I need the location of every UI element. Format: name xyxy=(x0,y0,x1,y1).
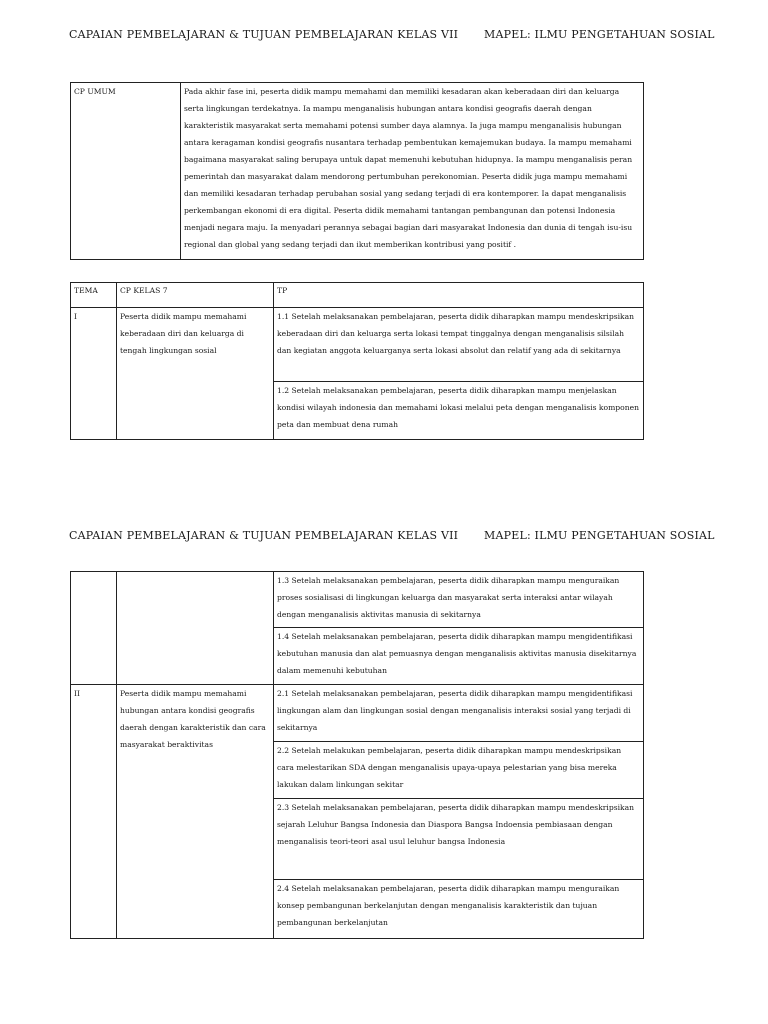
cp-cell-empty xyxy=(117,572,274,685)
cp-cell: Peserta didik mampu memahami hubungan antara kondisi geografis daerah dengan karakteristik dan cara masyarakat beraktivitas xyxy=(117,685,274,939)
cp-umum-label: CP UMUM xyxy=(71,83,181,260)
document-title: CAPAIAN PEMBELAJARAN & TUJUAN PEMBELAJARAN KELAS VII xyxy=(69,28,459,41)
tp-cell: 1.4 Setelah melaksanakan pembelajaran, peserta didik diharapkan mampu mengidentifikasi kebutuhan manusia dan alat pemuasnya dengan menganalisis aktivitas manusia disekitarnya dalam memenuhi kebutuhan xyxy=(274,628,644,685)
header-tp: TP xyxy=(274,283,644,308)
table-row xyxy=(71,572,644,628)
tp-cell: 2.3 Setelah melaksanakan pembelajaran, peserta didik diharapkan mampu mendeskripsikan sejarah Leluhur Bangsa Indonesia dan Diaspora Bangsa Indoensia pembiasaan dengan menganalisis teori-teori asal usul leluhur bangsa Indonesia xyxy=(274,799,644,880)
header-tema: TEMA xyxy=(71,283,117,308)
cp-umum-table xyxy=(70,82,644,260)
tema-table-page1 xyxy=(70,282,644,440)
subject-label: MAPEL: ILMU PENGETAHUAN SOSIAL xyxy=(484,28,715,41)
cp-umum-text: Pada akhir fase ini, peserta didik mampu memahami dan memiliki kesadaran akan keberadaan diri dan keluarga serta lingkungan terdekatnya. Ia mampu menganalisis hubungan antara kondisi geografis daerah dengan karakteristik masyarakat serta memahami potensi sumber daya alamnya. Ia juga mampu menganalisis hubungan antara keragaman kondisi geografis nusantara terhadap pembentukan kemajemukan budaya. Ia mampu memahami bagaimana masyarakat saling berupaya untuk dapat memenuhi kebutuhan hidupnya. Ia mampu menganalisis peran pemerintah dan masyarakat dalam mendorong pertumbuhan perekonomian. Peserta didik juga mampu memahami dan memiliki kesadaran terhadap perubahan sosial yang sedang terjadi di era kontemporer. Ia dapat menganalisis perkembangan ekonomi di era digital. Peserta didik memahami tantangan pembangunan dan potensi Indonesia menjadi negara maju. Ia menyadari perannya sebagai bagian dari masyarakat Indonesia dan dunia di tengah isu-isu regional dan global yang sedang terjadi dan ikut memberikan kontribusi yang positif . xyxy=(181,83,644,260)
document-title: CAPAIAN PEMBELAJARAN & TUJUAN PEMBELAJARAN KELAS VII xyxy=(69,529,459,542)
tema-table-page2 xyxy=(70,571,644,939)
tp-cell: 1.2 Setelah melaksanakan pembelajaran, peserta didik diharapkan mampu menjelaskan kondisi wilayah indonesia dan memahami lokasi melalui peta dengan menganalisis komponen peta dan membuat dena rumah xyxy=(274,382,644,440)
header-cp: CP KELAS 7 xyxy=(117,283,274,308)
tp-cell: 2.4 Setelah melaksanakan pembelajaran, peserta didik diharapkan mampu menguraikan konsep pembangunan berkelanjutan dengan menganalisis karakteristik dan tujuan pembangunan berkelanjutan xyxy=(274,880,644,939)
tema-cell: II xyxy=(71,685,117,939)
tema-cell-empty xyxy=(71,572,117,685)
table-row xyxy=(71,685,644,742)
table-row xyxy=(71,83,644,260)
table-row xyxy=(71,308,644,382)
table-header-row xyxy=(71,283,644,308)
tp-cell: 2.1 Setelah melaksanakan pembelajaran, peserta didik diharapkan mampu mengidentifikasi lingkungan alam dan lingkungan sosial dengan menganalisis interaksi sosial yang terjadi di sekitarnya xyxy=(274,685,644,742)
tp-cell: 1.1 Setelah melaksanakan pembelajaran, peserta didik diharapkan mampu mendeskripsikan keberadaan diri dan keluarga serta lokasi tempat tinggalnya dengan menganalisis silsilah dan kegiatan anggota keluarganya serta lokasi absolut dan relatif yang ada di sekitarnya xyxy=(274,308,644,382)
cp-cell: Peserta didik mampu memahami keberadaan diri dan keluarga di tengah lingkungan sosial xyxy=(117,308,274,440)
tp-cell: 1.3 Setelah melaksanakan pembelajaran, peserta didik diharapkan mampu menguraikan proses sosialisasi di lingkungan keluarga dan masyarakat serta interaksi antar wilayah dengan menganalisis aktivitas manusia di sekitarnya xyxy=(274,572,644,628)
tp-cell: 2.2 Setelah melakukan pembelajaran, peserta didik diharapkan mampu mendeskripsikan cara melestarikan SDA dengan menganalisis upaya-upaya pelestarian yang bisa mereka lakukan dalam linkungan sekitar xyxy=(274,742,644,799)
tema-cell: I xyxy=(71,308,117,440)
subject-label: MAPEL: ILMU PENGETAHUAN SOSIAL xyxy=(484,529,715,542)
